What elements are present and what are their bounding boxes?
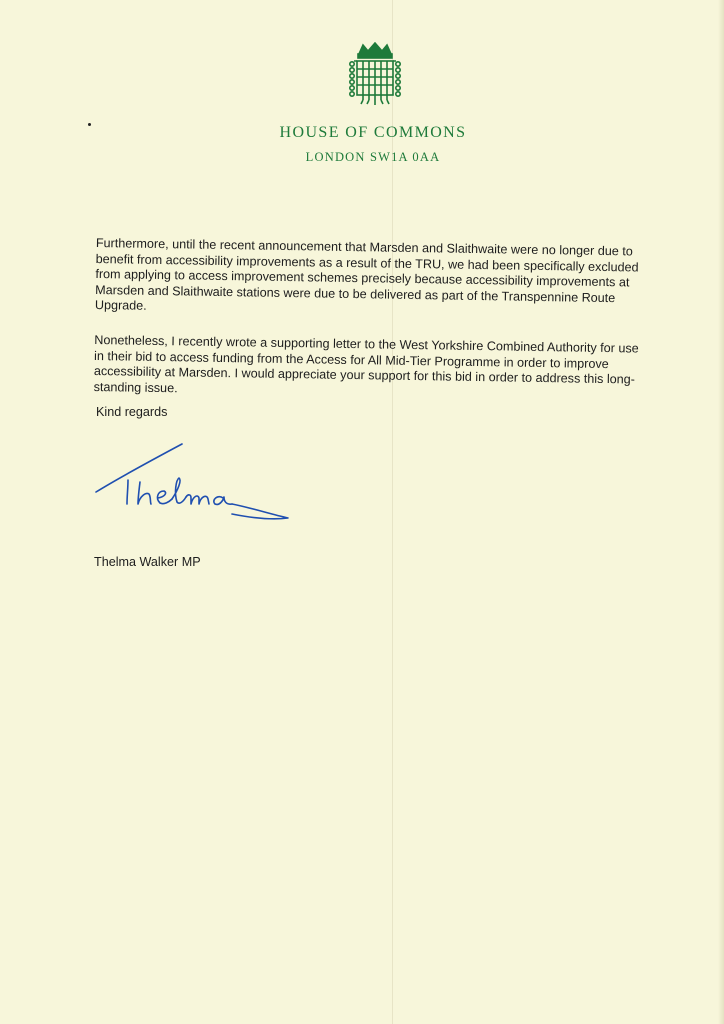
letterhead-address: LONDON SW1A 0AA <box>305 150 441 164</box>
letter-body <box>93 236 652 423</box>
handwritten-signature <box>92 438 297 530</box>
sender-name: Thelma Walker MP <box>94 555 201 569</box>
portcullis-crest-icon <box>346 42 404 110</box>
margin-dot <box>88 123 91 126</box>
body-paragraph: Nonetheless, I recently wrote a supporting letter to the West Yorkshire Combined Authority for use in their bid to access funding from the Access for All Mid-Tier Programme in order to improve accessibility at Marsden. I would appreciate your support for this bid in order to address this long-standing issue. <box>93 332 639 396</box>
page-edge-shadow <box>718 0 724 1024</box>
body-paragraph: Furthermore, until the recent announcement that Marsden and Slaithwaite were no longer due to benefit from accessibility improvements as a result of the TRU, we had been specifically excluded from applying to access improvement schemes precisely because accessibility improvements at Marsden and Slaithwaite stations were due to be delivered as part of the Transpennine Route Upgrade. <box>94 236 639 314</box>
letterhead-title: HOUSE OF COMMONS <box>279 124 467 141</box>
sign-off: Kind regards <box>96 405 168 419</box>
